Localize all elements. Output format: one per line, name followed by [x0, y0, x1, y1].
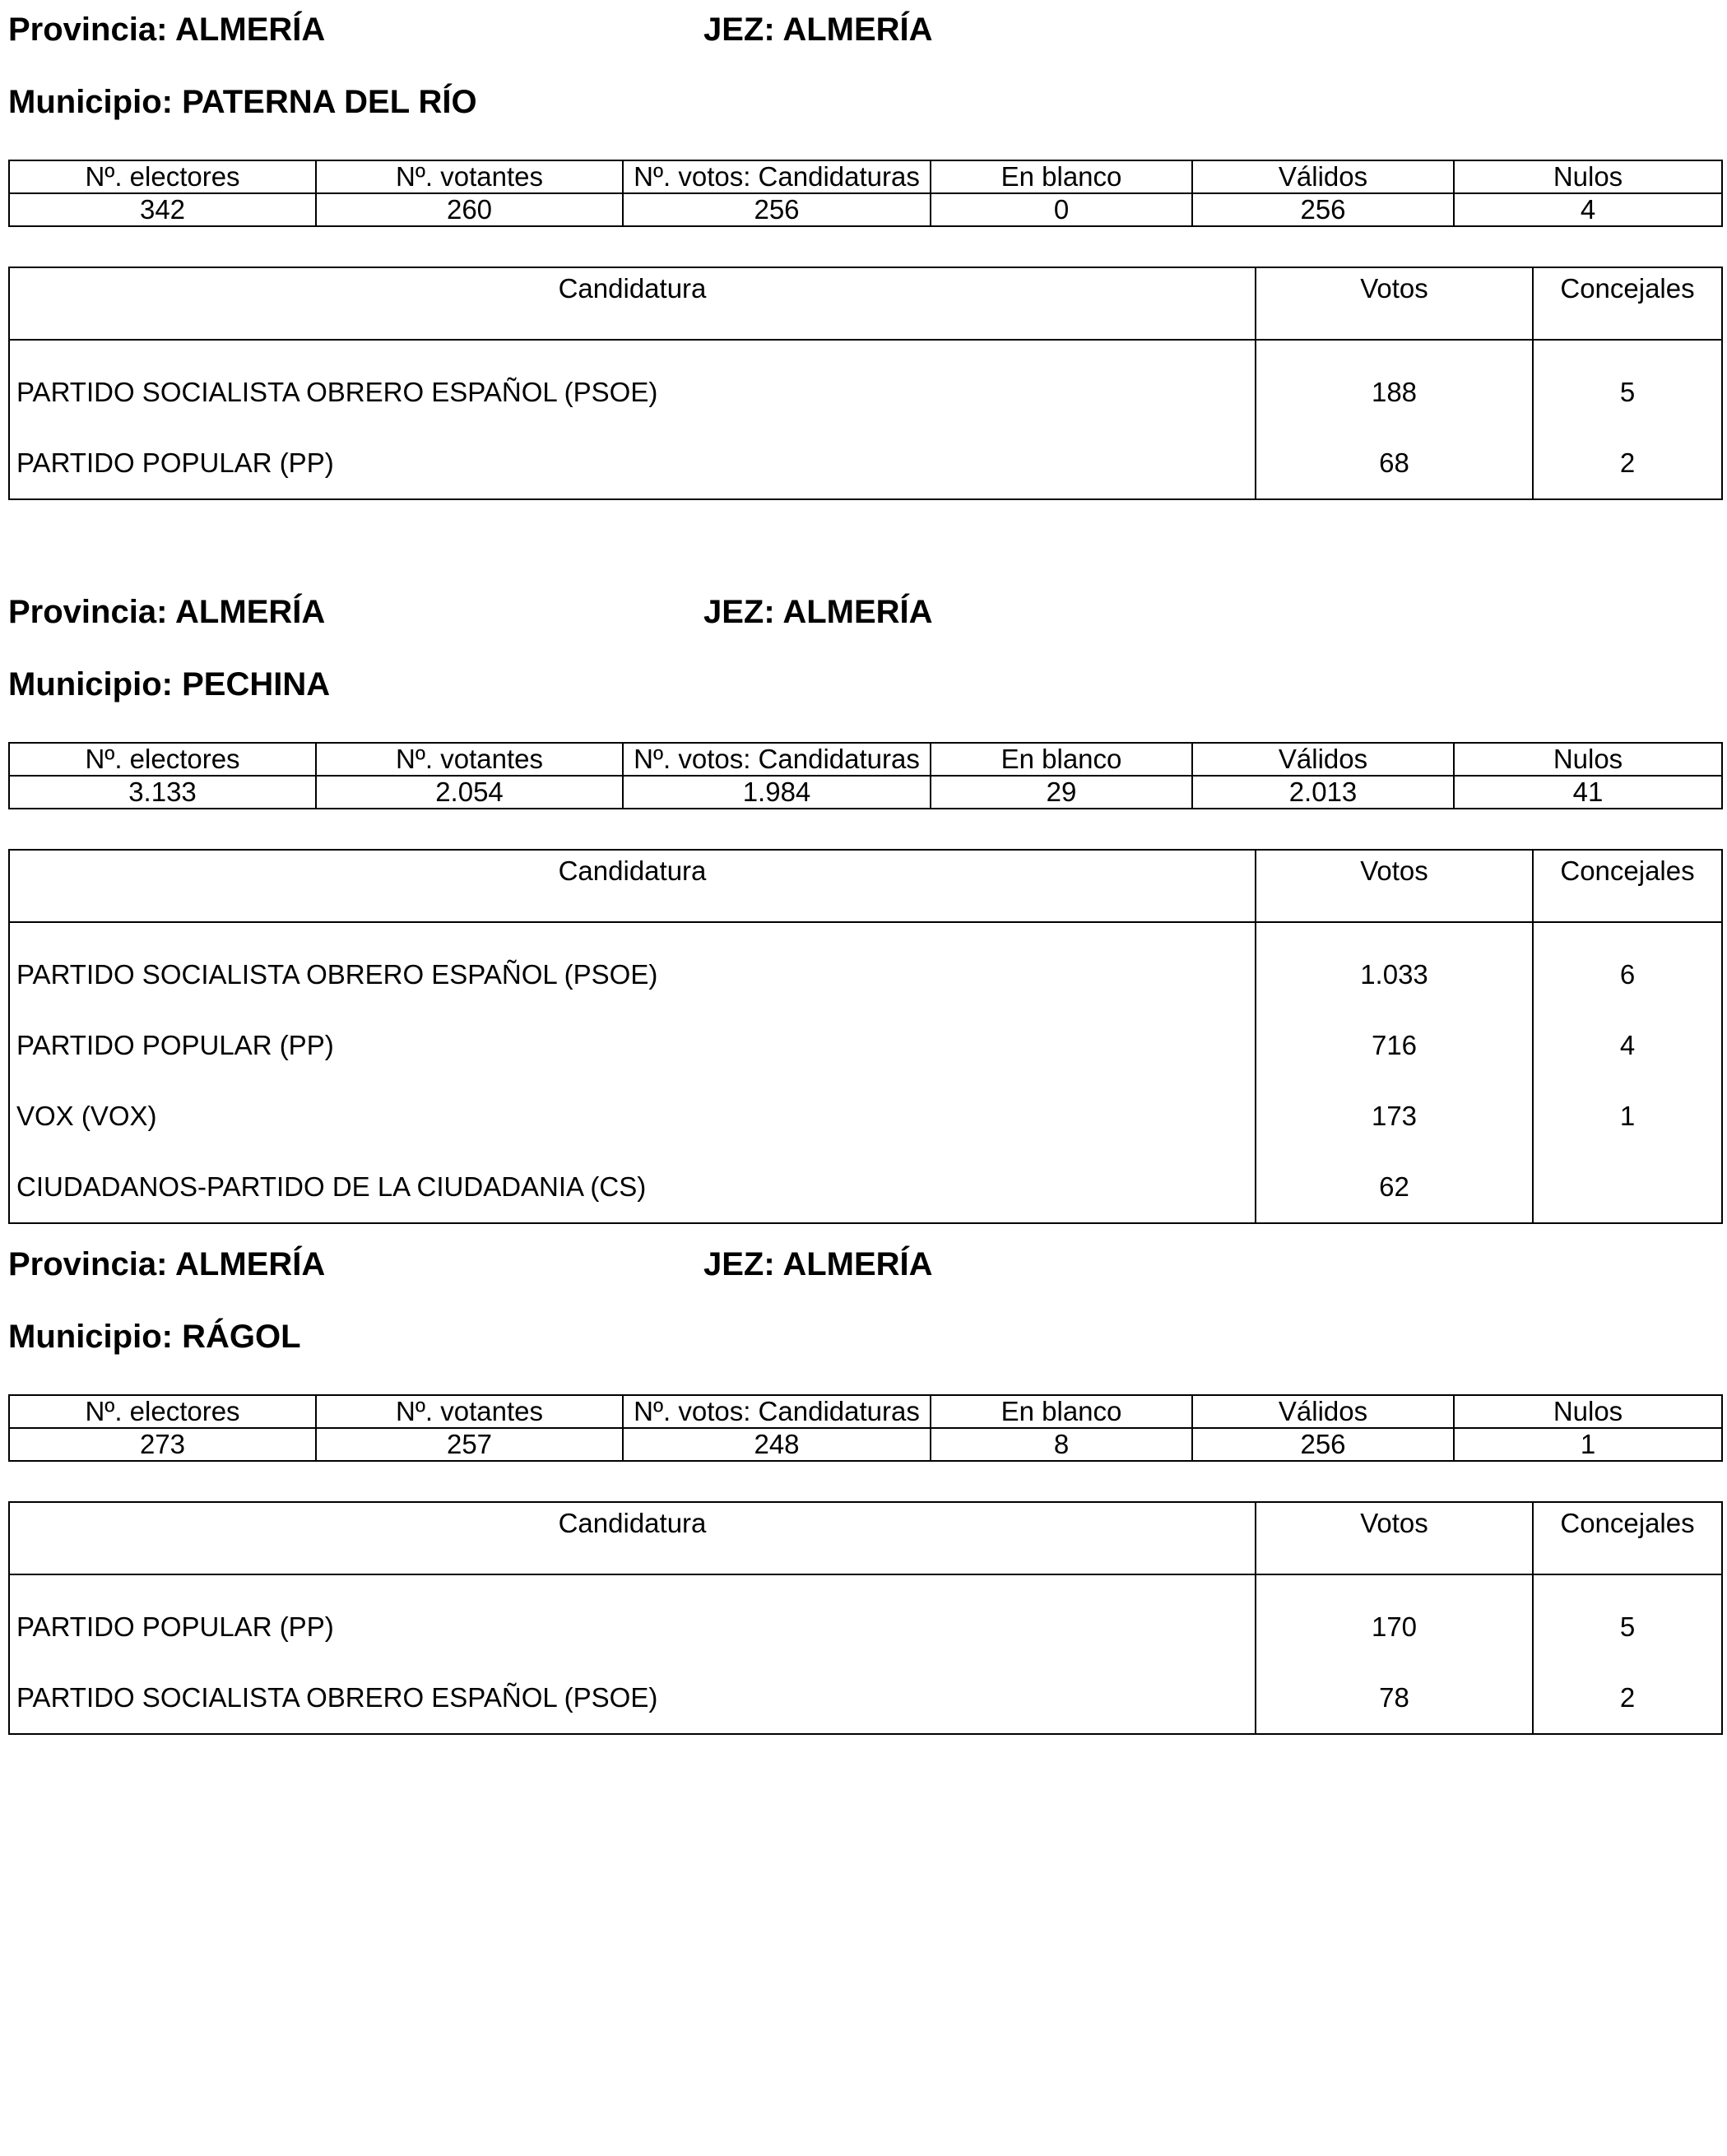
candidaturas-table — [8, 267, 1723, 500]
stats-value-cell: 1 — [1454, 1428, 1722, 1461]
stats-header-row — [9, 160, 1722, 193]
votos-value: 62 — [1256, 1152, 1533, 1223]
candidatura-row — [9, 1010, 1722, 1081]
candidaturas-header-row — [9, 850, 1722, 922]
stats-header-cell: Válidos — [1192, 1395, 1454, 1428]
stats-value-cell: 2.054 — [316, 776, 623, 809]
municipio-value: PECHINA — [182, 666, 331, 702]
jez-value: ALMERÍA — [782, 1246, 933, 1282]
jez-line — [703, 594, 933, 631]
municipio-line — [8, 1291, 1721, 1371]
stats-header-cell: Nº. votantes — [316, 743, 623, 776]
candidatura-header: Candidatura — [9, 850, 1256, 922]
candidatura-name: PARTIDO POPULAR (PP) — [9, 1010, 1256, 1081]
stats-value-cell: 29 — [931, 776, 1192, 809]
votos-header: Votos — [1256, 850, 1533, 922]
municipio-line — [8, 56, 1721, 137]
votos-value: 78 — [1256, 1662, 1533, 1734]
stats-header-row — [9, 1395, 1722, 1428]
provincia-label: Provincia: — [8, 12, 168, 48]
stats-header-cell: Nulos — [1454, 743, 1722, 776]
concejales-value: 2 — [1533, 1662, 1722, 1734]
jez-value: ALMERÍA — [782, 594, 933, 630]
stats-value-row — [9, 776, 1722, 809]
candidatura-header: Candidatura — [9, 1502, 1256, 1574]
candidaturas-table — [8, 849, 1723, 1224]
stats-value-cell: 257 — [316, 1428, 623, 1461]
stats-value-cell: 0 — [931, 193, 1192, 226]
candidatura-header: Candidatura — [9, 267, 1256, 340]
jez-label: JEZ: — [703, 12, 775, 48]
jez-line — [703, 12, 933, 49]
stats-header-cell: En blanco — [931, 160, 1192, 193]
candidatura-name: PARTIDO SOCIALISTA OBRERO ESPAÑOL (PSOE) — [9, 340, 1256, 428]
municipio-label: Municipio: — [8, 666, 173, 702]
jez-label: JEZ: — [703, 594, 775, 630]
stats-header-row — [9, 743, 1722, 776]
stats-value-cell: 256 — [1192, 1428, 1454, 1461]
candidatura-name: CIUDADANOS-PARTIDO DE LA CIUDADANIA (CS) — [9, 1152, 1256, 1223]
concejales-header: Concejales — [1533, 1502, 1722, 1574]
concejales-header: Concejales — [1533, 267, 1722, 340]
stats-value-cell: 4 — [1454, 193, 1722, 226]
candidatura-row — [9, 428, 1722, 499]
stats-table — [8, 1394, 1723, 1462]
stats-value-cell: 256 — [1192, 193, 1454, 226]
provincia-label: Provincia: — [8, 594, 168, 630]
stats-header-cell: Nº. votos: Candidaturas — [623, 1395, 931, 1428]
concejales-value: 2 — [1533, 428, 1722, 499]
stats-value-cell: 273 — [9, 1428, 316, 1461]
concejales-value: 4 — [1533, 1010, 1722, 1081]
municipality-block — [8, 1241, 1721, 1735]
municipio-label: Municipio: — [8, 1319, 173, 1355]
municipio-value: PATERNA DEL RÍO — [182, 84, 477, 120]
stats-value-row — [9, 193, 1722, 226]
concejales-value: 5 — [1533, 1574, 1722, 1662]
stats-header-cell: Nº. electores — [9, 160, 316, 193]
candidatura-row — [9, 1081, 1722, 1152]
jez-value: ALMERÍA — [782, 12, 933, 48]
municipality-block — [8, 589, 1721, 1224]
candidaturas-table — [8, 1501, 1723, 1735]
stats-table — [8, 742, 1723, 809]
provincia-line — [8, 12, 325, 49]
candidatura-name: PARTIDO SOCIALISTA OBRERO ESPAÑOL (PSOE) — [9, 1662, 1256, 1734]
concejales-value: 1 — [1533, 1081, 1722, 1152]
concejales-value: 5 — [1533, 340, 1722, 428]
candidatura-row — [9, 922, 1722, 1010]
stats-value-cell: 1.984 — [623, 776, 931, 809]
concejales-header: Concejales — [1533, 850, 1722, 922]
votos-value: 716 — [1256, 1010, 1533, 1081]
jez-label: JEZ: — [703, 1246, 775, 1282]
stats-header-cell: Válidos — [1192, 743, 1454, 776]
stats-header-cell: Nº. votos: Candidaturas — [623, 160, 931, 193]
provincia-value: ALMERÍA — [175, 12, 326, 48]
stats-value-cell: 248 — [623, 1428, 931, 1461]
votos-value: 188 — [1256, 340, 1533, 428]
stats-table — [8, 160, 1723, 227]
votos-value: 170 — [1256, 1574, 1533, 1662]
stats-header-cell: En blanco — [931, 743, 1192, 776]
provincia-line — [8, 594, 325, 631]
candidatura-name: PARTIDO POPULAR (PP) — [9, 428, 1256, 499]
block-header — [8, 1241, 1721, 1291]
stats-header-cell: En blanco — [931, 1395, 1192, 1428]
candidatura-name: PARTIDO SOCIALISTA OBRERO ESPAÑOL (PSOE) — [9, 922, 1256, 1010]
stats-value-cell: 2.013 — [1192, 776, 1454, 809]
stats-value-row — [9, 1428, 1722, 1461]
stats-value-cell: 41 — [1454, 776, 1722, 809]
stats-header-cell: Nº. votantes — [316, 1395, 623, 1428]
provincia-label: Provincia: — [8, 1246, 168, 1282]
stats-value-cell: 342 — [9, 193, 316, 226]
candidaturas-header-row — [9, 267, 1722, 340]
provincia-line — [8, 1246, 325, 1283]
block-header — [8, 589, 1721, 638]
stats-header-cell: Válidos — [1192, 160, 1454, 193]
votos-header: Votos — [1256, 1502, 1533, 1574]
concejales-value — [1533, 1152, 1722, 1223]
candidatura-row — [9, 340, 1722, 428]
stats-value-cell: 256 — [623, 193, 931, 226]
candidatura-row — [9, 1152, 1722, 1223]
provincia-value: ALMERÍA — [175, 594, 326, 630]
concejales-value: 6 — [1533, 922, 1722, 1010]
candidatura-name: PARTIDO POPULAR (PP) — [9, 1574, 1256, 1662]
provincia-value: ALMERÍA — [175, 1246, 326, 1282]
municipio-label: Municipio: — [8, 84, 173, 120]
stats-header-cell: Nº. votantes — [316, 160, 623, 193]
candidatura-row — [9, 1662, 1722, 1734]
stats-header-cell: Nº. electores — [9, 743, 316, 776]
votos-header: Votos — [1256, 267, 1533, 340]
candidaturas-header-row — [9, 1502, 1722, 1574]
votos-value: 173 — [1256, 1081, 1533, 1152]
block-header — [8, 7, 1721, 56]
stats-value-cell: 3.133 — [9, 776, 316, 809]
votos-value: 68 — [1256, 428, 1533, 499]
candidatura-name: VOX (VOX) — [9, 1081, 1256, 1152]
jez-line — [703, 1246, 933, 1283]
candidatura-row — [9, 1574, 1722, 1662]
stats-header-cell: Nulos — [1454, 1395, 1722, 1428]
stats-header-cell: Nulos — [1454, 160, 1722, 193]
stats-header-cell: Nº. votos: Candidaturas — [623, 743, 931, 776]
municipio-line — [8, 638, 1721, 719]
stats-value-cell: 260 — [316, 193, 623, 226]
votos-value: 1.033 — [1256, 922, 1533, 1010]
municipality-block — [8, 7, 1721, 500]
stats-header-cell: Nº. electores — [9, 1395, 316, 1428]
municipio-value: RÁGOL — [182, 1319, 301, 1355]
stats-value-cell: 8 — [931, 1428, 1192, 1461]
